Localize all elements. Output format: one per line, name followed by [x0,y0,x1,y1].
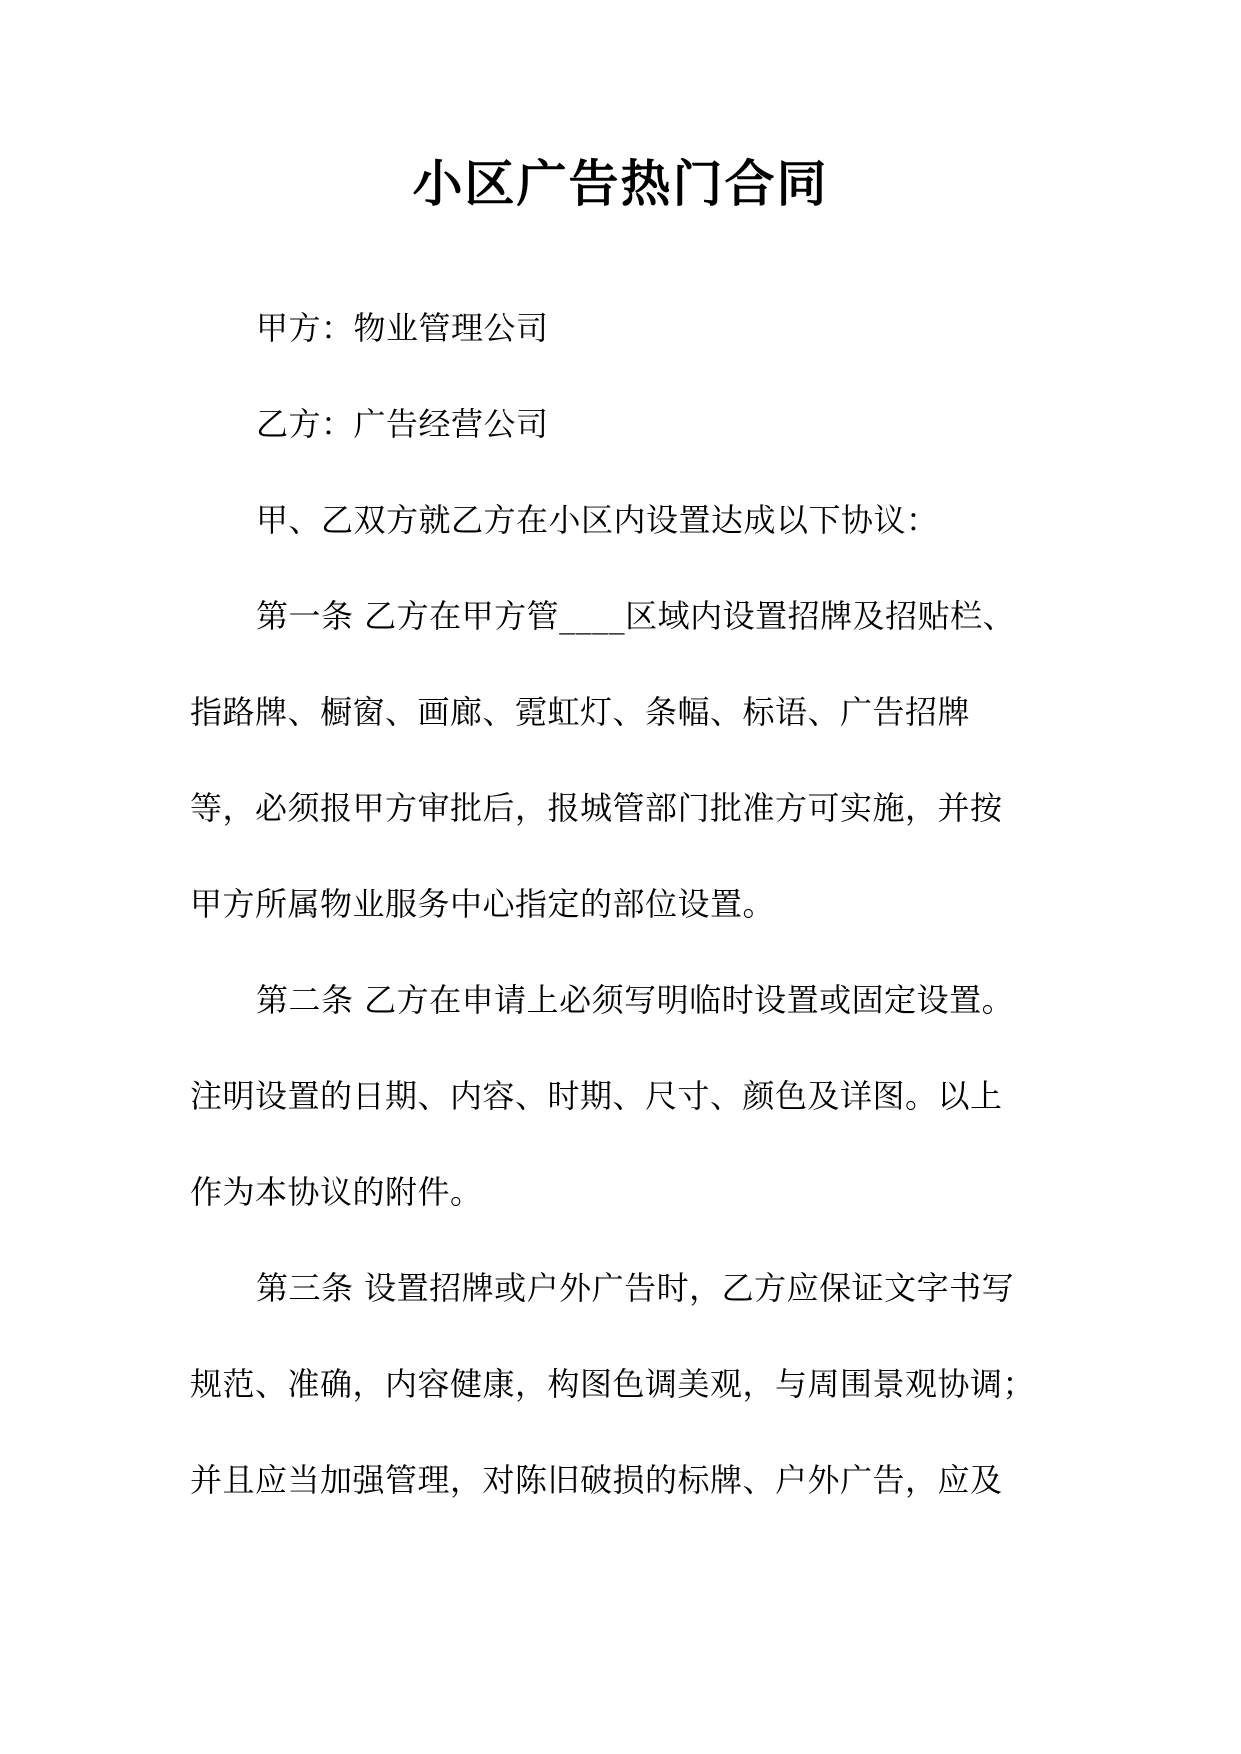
article-2-line: 作为本协议的附件。 [190,1173,483,1211]
article-1-line: 指路牌、橱窗、画廊、霓虹灯、条幅、标语、广告招牌 [190,693,971,731]
document-title: 小区广告热门合同 [412,154,829,213]
article-3-line: 规范、准确，内容健康，构图色调美观，与周围景观协调； [190,1365,1036,1403]
article-2-line: 注明设置的日期、内容、时期、尺寸、颜色及详图。以上 [190,1077,1003,1115]
agreement-intro: 甲、乙双方就乙方在小区内设置达成以下协议： [256,501,939,539]
article-1-line: 甲方所属物业服务中心指定的部位设置。 [190,885,776,923]
article-2-line: 第二条 乙方在申请上必须写明临时设置或固定设置。 [256,981,1015,1019]
article-3-line: 并且应当加强管理，对陈旧破损的标牌、户外广告，应及 [190,1461,1003,1499]
article-1-line: 等，必须报甲方审批后，报城管部门批准方可实施，并按 [190,789,1003,827]
party-a-line: 甲方：物业管理公司 [256,309,549,347]
article-1-line: 第一条 乙方在甲方管____区域内设置招牌及招贴栏、 [256,597,1016,635]
article-3-line: 第三条 设置招牌或户外广告时，乙方应保证文字书写 [256,1269,1015,1307]
party-b-line: 乙方：广告经营公司 [256,405,549,443]
